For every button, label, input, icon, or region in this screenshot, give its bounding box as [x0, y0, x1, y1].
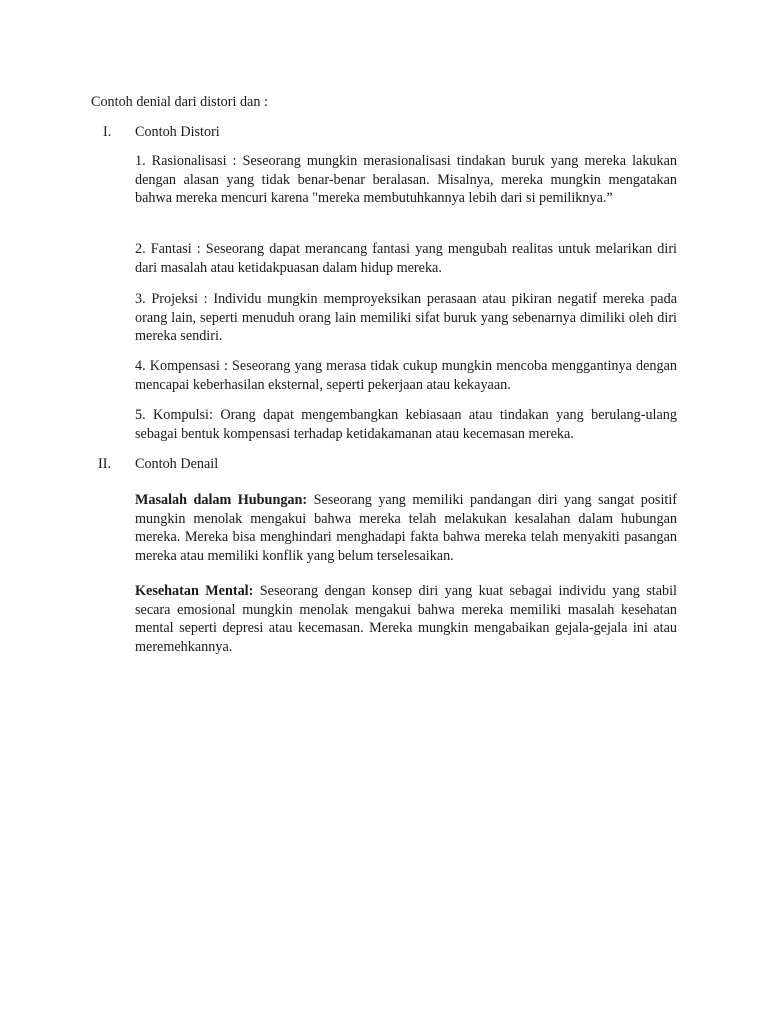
item-heading: Masalah dalam Hubungan:: [135, 492, 308, 508]
item-text: Seseorang yang memiliki pandangan diri yang sangat positif mungkin menolak mengakui bahwa mereka telah melakukan kesalahan dalam hubungan mereka. Mereka bisa menghindari menghadapi fakta bahwa mereka telah menyakiti pasangan mereka atau memiliki konflik yang belum terselesaikan.: [135, 492, 677, 564]
section-title: Contoh Distori: [135, 124, 220, 140]
section-title: Contoh Denail: [135, 456, 219, 472]
list-item: 5. Kompulsi: Orang dapat mengembangkan kebiasaan atau tindakan yang berulang-ulang sebagai bentuk kompensasi terhadap ketidakamanan atau kecemasan mereka.: [135, 407, 677, 442]
section-number: II.: [98, 456, 111, 472]
list-item: 2. Fantasi : Seseorang dapat merancang fantasi yang mengubah realitas untuk melarikan diri dari masalah atau ketidakpuasan dalam hidup mereka.: [135, 241, 677, 276]
list-item: [135, 582, 677, 656]
list-item: [135, 491, 677, 565]
item-text: Seseorang dengan konsep diri yang kuat sebagai individu yang stabil secara emosional mungkin menolak mengakui bahwa mereka memiliki masalah kesehatan mental seperti depresi atau kecemasan. Mereka mungkin mengabaikan gejala-gejala ini atau meremehkannya.: [135, 583, 677, 655]
list-item: 3. Projeksi : Individu mungkin memproyeksikan perasaan atau pikiran negatif mereka pada orang lain, seperti menuduh orang lain memiliki sifat buruk yang sebenarnya dimiliki oleh diri mereka sendiri.: [135, 291, 677, 345]
section-number: I.: [103, 124, 112, 140]
document-intro: Contoh denial dari distori dan :: [91, 94, 268, 110]
item-heading: Kesehatan Mental:: [135, 583, 254, 599]
list-item: 1. Rasionalisasi : Seseorang mungkin merasionalisasi tindakan buruk yang mereka lakukan dengan alasan yang tidak benar-benar beralasan. Misalnya, mereka mungkin mengatakan bahwa mereka mencuri karena "mereka membutuhkannya lebih dari si pemiliknya.”: [135, 153, 677, 207]
list-item: 4. Kompensasi : Seseorang yang merasa tidak cukup mungkin mencoba menggantinya dengan mencapai keberhasilan eksternal, seperti pekerjaan atau kekayaan.: [135, 358, 677, 393]
